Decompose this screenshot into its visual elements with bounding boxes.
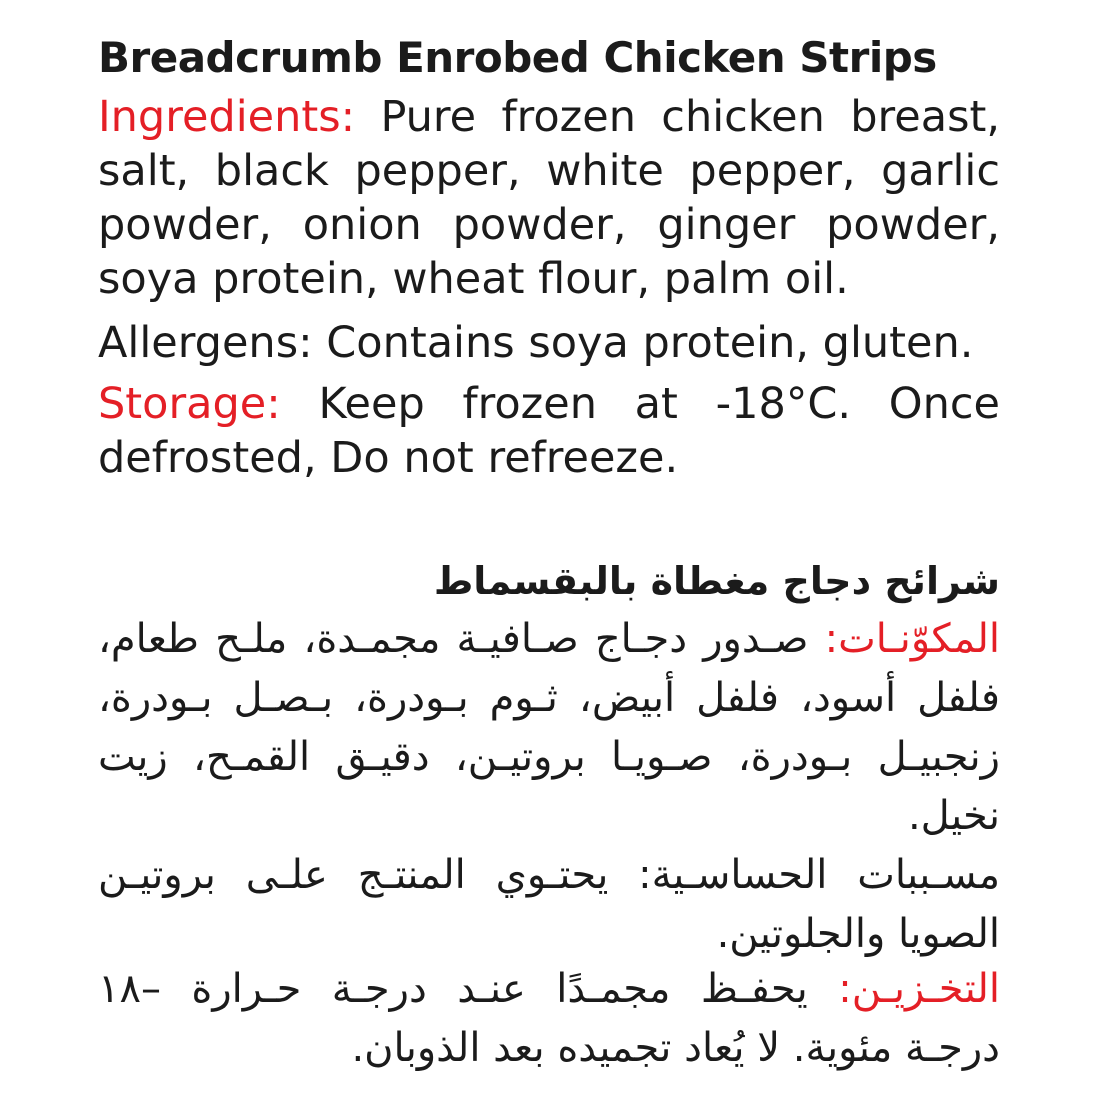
english-ingredients-label: Ingredients: [98, 92, 356, 142]
arabic-storage-text: يحفـظ مجمـدًا عنـد درجـة حـرارة –١٨ درجـة مئوية. لا يُعاد تجميده بعد الذوبان. [98, 966, 1000, 1071]
english-allergens-statement: Allergens: Contains soya protein, gluten. [98, 318, 974, 368]
arabic-product-title: شرائح دجاج مغطاة بالبقسماط [433, 559, 1000, 603]
arabic-storage-label: التخـزيـن: [838, 966, 1000, 1012]
english-storage-label: Storage: [98, 379, 281, 429]
arabic-ingredients-label: المكوّنـات: [824, 616, 1000, 662]
english-product-title: Breadcrumb Enrobed Chicken Strips [98, 33, 937, 82]
english-storage-text: Keep frozen at -18°C. Once defrosted, Do not refreeze. [98, 379, 1000, 483]
arabic-ingredients-text: صـدور دجـاج صـافيـة مجمـدة، ملـح طعام، فلفل أسود، فلفل أبيض، ثـوم بـودرة، بـصـل بـودرة، زنجبيـل بـودرة، صـويـا بروتيـن، دقيـق القمـح، زيت نخيل. [98, 616, 1000, 839]
arabic-allergens-statement: مسـببات الحساسـية: يحتـوي المنتـج علـى بروتيـن الصويا والجلوتين. [98, 852, 1000, 957]
english-storage-paragraph [98, 377, 1000, 485]
arabic-storage-paragraph [98, 960, 1000, 1078]
english-ingredients-text: Pure frozen chicken breast, salt, black pepper, white pepper, garlic powder, onion powder, ginger powder, soya protein, wheat flour, palm oil. [98, 92, 1001, 304]
arabic-ingredients-paragraph [98, 610, 1000, 846]
english-ingredients-paragraph [98, 90, 1000, 306]
